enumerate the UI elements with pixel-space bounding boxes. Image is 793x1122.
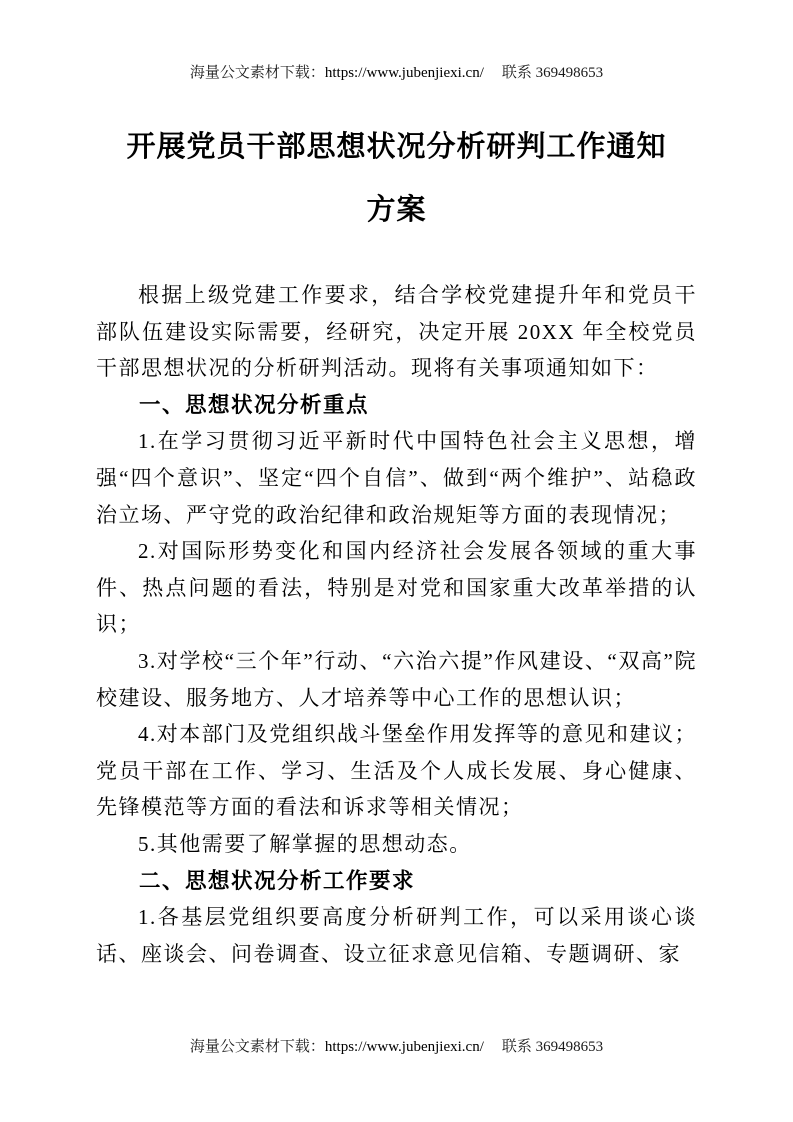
section1-heading: 一、思想状况分析重点 <box>139 392 370 417</box>
document-title-line2: 方案 <box>366 194 427 226</box>
header-contact: 联系 369498653 <box>501 65 604 81</box>
footer-site-label: 海量公文素材下载： <box>189 1039 325 1055</box>
document-title <box>96 116 697 242</box>
header-site-label: 海量公文素材下载： <box>189 65 325 81</box>
section1-item-5: 5.其他需要了解掌握的思想动态。 <box>138 831 472 856</box>
section1-item-1: 1.在学习贯彻习近平新时代中国特色社会主义思想，增强“四个意识”、坚定“四个自信”、做到“两个维护”、站稳政治立场、严守党的政治纪律和政治规矩等方面的表现情况； <box>96 429 697 527</box>
document-title-line1: 开展党员干部思想状况分析研判工作通知 <box>126 131 667 163</box>
footer-contact: 联系 369498653 <box>501 1039 604 1055</box>
page-footer <box>96 1036 697 1058</box>
section1-item-2: 2.对国际形势变化和国内经济社会发展各领域的重大事件、热点问题的看法，特别是对党和国家重大改革举措的认识； <box>96 539 697 637</box>
section1-item-3: 3.对学校“三个年”行动、“六治六提”作风建设、“双高”院校建设、服务地方、人才培养等中心工作的思想认识； <box>96 648 697 710</box>
page-header <box>96 62 697 84</box>
section2-item-1: 1.各基层党组织要高度分析研判工作，可以采用谈心谈话、座谈会、问卷调查、设立征求意见信箱、专题调研、家 <box>96 905 697 966</box>
document-body <box>96 277 697 972</box>
section1-item-4: 4.对本部门及党组织战斗堡垒作用发挥等的意见和建议；党员干部在工作、学习、生活及个人成长发展、身心健康、先锋模范等方面的看法和诉求等相关情况； <box>96 722 697 820</box>
header-url-link[interactable]: https://www.jubenjiexi.cn/ <box>324 65 484 81</box>
footer-url-link[interactable]: https://www.jubenjiexi.cn/ <box>324 1039 484 1055</box>
paragraph-intro: 根据上级党建工作要求，结合学校党建提升年和党员干部队伍建设实际需要，经研究，决定开展 20XX 年全校党员干部思想状况的分析研判活动。现将有关事项通知如下： <box>96 283 697 381</box>
section2-heading: 二、思想状况分析工作要求 <box>139 868 416 893</box>
